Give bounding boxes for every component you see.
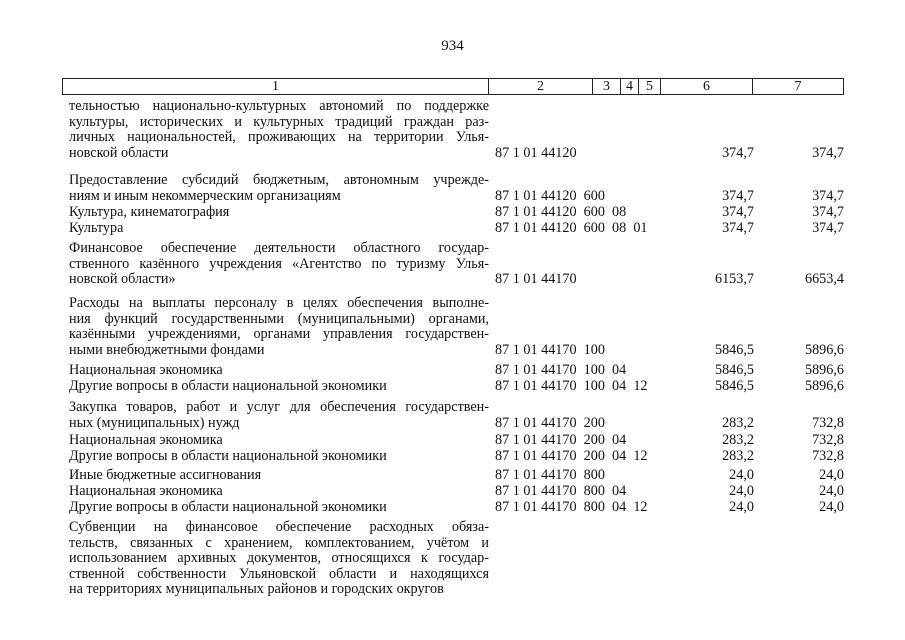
row-value-col6: 24,0 (729, 467, 754, 483)
description-line: Национальная экономика (69, 432, 223, 448)
description-line: Расходы на выплаты персоналу в целях обеспечения выполне- (69, 295, 489, 311)
row-description (69, 296, 489, 358)
description-line: на территориях муниципальных районов и городских округов (69, 581, 444, 598)
row-description (69, 520, 489, 598)
row-value-col6: 5846,5 (714, 362, 754, 378)
row-value-col6: 374,7 (722, 204, 754, 220)
description-line: ственного казённого учреждения «Агентство по туризму Улья- (69, 255, 489, 272)
row-description (69, 484, 489, 500)
page-number: 934 (441, 38, 464, 54)
row-value-col7: 24,0 (819, 499, 844, 515)
row-value-col6: 5846,5 (714, 378, 754, 394)
description-line: Национальная экономика (69, 483, 223, 499)
header-col-3: 3 (593, 79, 621, 94)
row-value-col7: 732,8 (812, 448, 844, 464)
table-header (62, 78, 844, 95)
row-value-col7: 24,0 (819, 483, 844, 499)
row-budget-code: 87 1 01 44170 200 04 12 (495, 448, 648, 464)
row-value-col6: 5846,5 (714, 341, 754, 358)
description-line: новской области (69, 144, 169, 161)
row-budget-code: 87 1 01 44170 200 (495, 414, 605, 431)
row-value-col7: 5896,6 (804, 341, 844, 358)
header-col-5: 5 (639, 79, 661, 94)
row-value-col6: 374,7 (722, 220, 754, 236)
row-value-col6: 24,0 (729, 499, 754, 515)
row-budget-code: 87 1 01 44170 800 04 12 (495, 499, 648, 515)
description-line: Предоставление субсидий бюджетным, автономным учрежде- (69, 172, 489, 188)
description-line: ственной собственности Ульяновской области и находящихся (69, 565, 489, 582)
description-line: Субвенции на финансовое обеспечение расходных обяза- (69, 519, 489, 535)
header-col-6: 6 (661, 79, 753, 94)
row-budget-code: 87 1 01 44120 (495, 144, 577, 161)
row-value-col6: 283,2 (722, 414, 754, 431)
description-line: ниям и иным некоммерческим организациям (69, 187, 341, 204)
description-line: личных национальностей, проживающих на территории Улья- (69, 129, 489, 146)
description-line: Иные бюджетные ассигнования (69, 467, 262, 483)
description-line: культуры, исторических и культурных традиций граждан раз- (69, 113, 489, 130)
row-description (69, 433, 489, 449)
row-budget-code: 87 1 01 44170 100 04 (495, 362, 627, 378)
row-value-col7: 6653,4 (804, 271, 844, 288)
description-line: новской области» (69, 271, 176, 288)
description-line: Культура (69, 220, 124, 236)
description-line: ния функций государственными (муниципальными) органами, (69, 310, 489, 327)
row-budget-code: 87 1 01 44120 600 (495, 187, 605, 204)
row-budget-code: 87 1 01 44170 (495, 271, 577, 288)
row-budget-code: 87 1 01 44170 800 04 (495, 483, 627, 499)
row-value-col7: 24,0 (819, 467, 844, 483)
row-budget-code: 87 1 01 44170 200 04 (495, 432, 627, 448)
row-value-col6: 6153,7 (714, 271, 754, 288)
header-col-1: 1 (63, 79, 489, 94)
row-description (69, 449, 489, 465)
row-value-col7: 374,7 (812, 187, 844, 204)
description-line: Культура, кинематография (69, 204, 230, 220)
description-line: Другие вопросы в области национальной экономики (69, 378, 387, 394)
description-line: тельностью национально-культурных автономий по поддержке (69, 98, 489, 114)
row-value-col7: 374,7 (812, 204, 844, 220)
row-description (69, 241, 489, 288)
row-description (69, 468, 489, 484)
row-value-col6: 24,0 (729, 483, 754, 499)
description-line: ными внебюджетными фондами (69, 341, 265, 358)
row-description (69, 99, 489, 161)
row-description (69, 205, 489, 221)
row-value-col6: 374,7 (722, 144, 754, 161)
row-value-col7: 732,8 (812, 414, 844, 431)
row-budget-code: 87 1 01 44120 600 08 (495, 204, 627, 220)
description-line: казёнными учреждениями, органами управления государствен- (69, 326, 489, 343)
row-description (69, 173, 489, 204)
header-col-7: 7 (794, 79, 802, 94)
row-value-col6: 283,2 (722, 448, 754, 464)
row-budget-code: 87 1 01 44120 600 08 01 (495, 220, 648, 236)
description-line: тельств, связанных с хранением, комплектованием, учётом и (69, 534, 489, 551)
header-col-4: 4 (621, 79, 639, 94)
row-budget-code: 87 1 01 44170 100 (495, 341, 605, 358)
description-line: Финансовое обеспечение деятельности областного государ- (69, 240, 489, 256)
row-description (69, 379, 489, 395)
row-value-col6: 283,2 (722, 432, 754, 448)
description-line: Другие вопросы в области национальной экономики (69, 448, 387, 464)
row-description (69, 221, 489, 237)
description-line: использованием архивных документов, относящихся к государ- (69, 550, 489, 567)
description-line: ных (муниципальных) нужд (69, 414, 240, 431)
row-value-col7: 5896,6 (804, 362, 844, 378)
row-description (69, 400, 489, 431)
description-line: Другие вопросы в области национальной экономики (69, 499, 387, 515)
description-line: Закупка товаров, работ и услуг для обеспечения государствен- (69, 399, 489, 415)
row-budget-code: 87 1 01 44170 800 (495, 467, 605, 483)
row-description (69, 500, 489, 516)
row-value-col7: 374,7 (812, 144, 844, 161)
row-value-col7: 732,8 (812, 432, 844, 448)
row-value-col7: 5896,6 (804, 378, 844, 394)
row-description (69, 363, 489, 379)
row-budget-code: 87 1 01 44170 100 04 12 (495, 378, 648, 394)
row-value-col7: 374,7 (812, 220, 844, 236)
header-col-2: 2 (489, 79, 593, 94)
description-line: Национальная экономика (69, 362, 223, 378)
row-value-col6: 374,7 (722, 187, 754, 204)
